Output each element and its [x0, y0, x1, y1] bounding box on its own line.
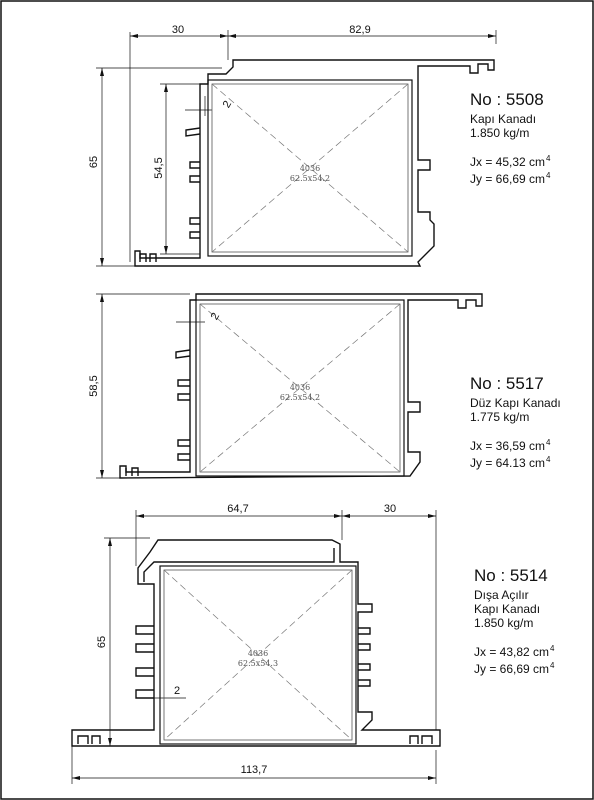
profile-5508-arrows [100, 34, 496, 266]
profile-jx: Jx = 36,59 $cm^4$ [470, 438, 551, 453]
p3-core-size: 62.5x54.3 [237, 659, 279, 668]
p1-dim-top-a: 30 [171, 24, 185, 36]
profile-weight: 1.850 kg/m [474, 616, 534, 630]
profile-weight: 1.775 kg/m [470, 410, 530, 424]
p1-core-size: 62.5x54.2 [289, 174, 331, 183]
profile-5508-info [470, 90, 551, 186]
profile-jy: Jy = 64.13 $cm^4$ [470, 455, 551, 470]
p3-dim-top-b: 30 [383, 503, 397, 515]
profile-5508-outline [135, 60, 494, 266]
profile-number: No : 5517 [470, 374, 544, 393]
profile-jy: Jy = 66,69 $cm^4$ [474, 661, 555, 676]
profile-name-line-1: Dışa Açılır [474, 588, 529, 602]
profile-jx: Jx = 45,32 $cm^4$ [470, 154, 551, 169]
p1-dim-wall: 2 [220, 98, 235, 111]
profile-name: Düz Kapı Kanadı [470, 396, 561, 410]
profile-jx: Jx = 43,82 $cm^4$ [474, 644, 555, 659]
p2-core-size: 62.5x54.2 [279, 393, 321, 402]
p1-dim-top-b: 82,9 [349, 24, 371, 36]
p3-dim-wall: 2 [173, 685, 181, 697]
profile-weight: 1.850 kg/m [470, 126, 530, 140]
profile-5514-outline [72, 540, 440, 746]
p1-dim-inner-h: 54,5 [153, 157, 165, 179]
profile-number: No : 5514 [474, 566, 548, 585]
profile-5508 [96, 30, 496, 266]
p3-core-code: 4036 [247, 649, 269, 658]
p2-dim-height: 58,5 [88, 375, 100, 397]
profile-5514 [72, 510, 440, 784]
p3-dim-top-a: 64,7 [227, 503, 249, 515]
p1-dim-height: 65 [88, 155, 100, 169]
p2-dim-wall: 2 [208, 310, 223, 323]
profile-5517-info [470, 374, 561, 470]
p2-core-code: 4036 [289, 383, 311, 392]
profile-name: Kapı Kanadı [470, 112, 537, 126]
profile-5514-dimensions [72, 510, 436, 784]
profile-number: No : 5508 [470, 90, 544, 109]
profile-5514-info [474, 566, 555, 676]
profile-jy: Jy = 66,69 $cm^4$ [470, 171, 551, 186]
p3-dim-height: 65 [96, 635, 108, 649]
p1-core-code: 4036 [299, 164, 321, 173]
profile-name-line-2: Kapı Kanadı [474, 602, 541, 616]
p3-dim-total-w: 113,7 [240, 764, 268, 776]
